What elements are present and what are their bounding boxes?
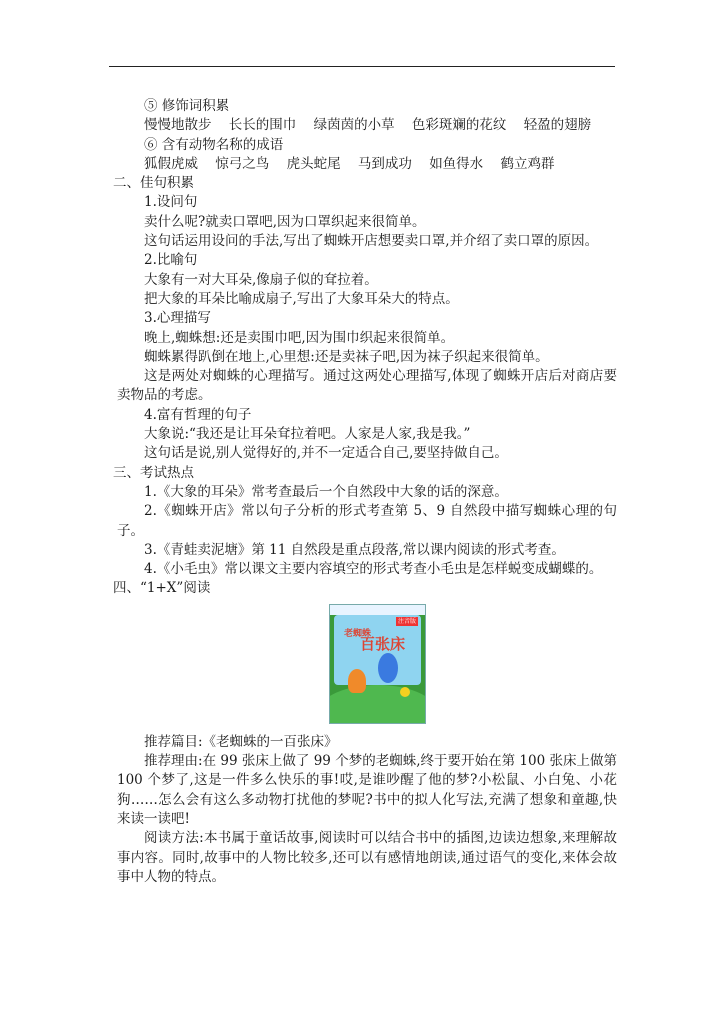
recommended-title: 推荐篇目:《老蜘蛛的一百张床》: [144, 733, 338, 750]
exam-point: 1.《大象的耳朵》常考查最后一个自然段中大象的话的深意。: [144, 483, 508, 500]
idiom-item: 虎头蛇尾: [286, 155, 341, 172]
cover-fox-illustration: [348, 669, 366, 693]
philosophy-title: 4.富有哲理的句子: [144, 406, 252, 423]
psychology-note: 这是两处对蜘蛛的心理描写。通过这两处心理描写,体现了蜘蛛开店后对商店要卖物品的考虑。: [117, 368, 617, 404]
section-4-heading: 四、“1+X”阅读: [113, 580, 211, 597]
exam-point: 2.《蜘蛛开店》常以句子分析的形式考查第 5、9 自然段中描写蜘蛛心理的句子。: [117, 503, 617, 539]
cover-bird-illustration: [378, 653, 398, 683]
modifier-item: 长长的围巾: [228, 117, 297, 134]
idiom-item: 狐假虎威: [144, 155, 198, 172]
modifier-list: [117, 116, 617, 135]
section-3-heading: 三、考试热点: [113, 464, 194, 481]
s6-title: ⑥ 含有动物名称的成语: [144, 136, 284, 153]
modifier-item: 色彩斑斓的花纹: [411, 117, 507, 134]
philosophy-note: 这句话是说,别人觉得好的,并不一定适合自己,要坚持做自己。: [144, 445, 508, 462]
rhetorical-question-title: 1.设问句: [144, 194, 198, 211]
psychology-title: 3.心理描写: [144, 310, 211, 327]
page-content: [113, 97, 617, 887]
modifier-item: 绿茵茵的小草: [313, 117, 395, 134]
book-cover-image: [329, 604, 426, 724]
modifier-item: 轻盈的翅膀: [523, 117, 592, 134]
cover-title-small: 老蜘蛛: [344, 628, 372, 639]
modifier-item: 慢慢地散步: [144, 117, 212, 134]
cover-hill: [329, 685, 426, 724]
header-rule: [109, 66, 615, 67]
book-cover-area: [117, 604, 617, 724]
simile-title: 2.比喻句: [144, 252, 198, 269]
idiom-item: 如鱼得水: [429, 155, 484, 172]
section-2-heading: 二、佳句积累: [113, 175, 194, 192]
recommendation-reason: 推荐理由:在 99 张床上做了 99 个梦的老蜘蛛,终于要开始在第 100 张床上做第 100 个梦了,这是一件多么快乐的事!哎,是谁吵醒了他的梦?小松鼠、小白兔、小花狗……怎么会有这么多动物打扰他的梦呢?书中的拟人化写法,充满了想象和童趣,快来读一读吧!: [117, 753, 617, 827]
cover-flower-illustration: [400, 687, 410, 697]
idiom-item: 马到成功: [357, 155, 412, 172]
rhetorical-question-note: 这句话运用设问的手法,写出了蜘蛛开店想要卖口罩,并介绍了卖口罩的原因。: [144, 233, 599, 250]
reading-method: 阅读方法:本书属于童话故事,阅读时可以结合书中的插图,边读边想象,来理解故事内容。同时,故事中的人物比较多,还可以有感情地朗读,通过语气的变化,来体会故事中人物的特点。: [117, 830, 617, 885]
psychology-example-2: 蜘蛛累得趴倒在地上,心里想:还是卖袜子吧,因为袜子织起来很简单。: [144, 348, 549, 365]
idiom-item: 鹤立鸡群: [500, 155, 555, 172]
exam-point: 3.《青蛙卖泥塘》第 11 自然段是重点段落,常以课内阅读的形式考查。: [144, 541, 565, 558]
cover-badge: 注音版: [397, 617, 416, 625]
cover-topbar: [330, 605, 425, 615]
simile-example: 大象有一对大耳朵,像扇子似的耷拉着。: [144, 271, 378, 288]
s5-title: ⑤ 修饰词积累: [144, 98, 230, 114]
exam-point: 4.《小毛虫》常以课文主要内容填空的形式考查小毛虫是怎样蜕变成蝴蝶的。: [144, 561, 603, 578]
idiom-list: [117, 155, 617, 174]
philosophy-example: 大象说:“我还是让耳朵耷拉着吧。人家是人家,我是我。”: [144, 426, 471, 443]
simile-note: 把大象的耳朵比喻成扇子,写出了大象耳朵大的特点。: [144, 290, 459, 307]
psychology-example-1: 晚上,蜘蛛想:还是卖围巾吧,因为围巾织起来很简单。: [144, 329, 455, 346]
idiom-item: 惊弓之鸟: [215, 155, 270, 172]
rhetorical-question-example: 卖什么呢?就卖口罩吧,因为口罩织起来很简单。: [144, 213, 426, 230]
cover-title-big: 百张床: [360, 634, 406, 653]
